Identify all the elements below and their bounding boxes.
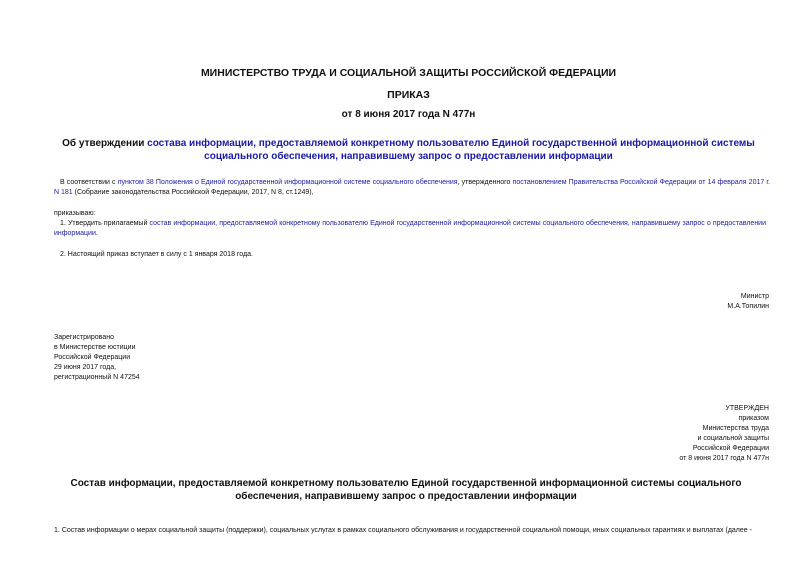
signature-block <box>727 292 769 312</box>
signature-name: М.А.Топилин <box>727 303 769 310</box>
item-1-end: . <box>95 230 98 237</box>
approval-line-3: Министерства труда <box>702 425 769 432</box>
order-word: приказываю: <box>54 210 96 217</box>
order-title-prefix: Об утверждении <box>62 138 148 149</box>
registration-line-2: в Министерстве юстиции <box>54 344 136 351</box>
preamble-text-2: , утвержденного <box>457 179 513 186</box>
registration-line-4: 29 июня 2017 года, <box>54 364 117 371</box>
approval-line-5: Российской Федерации <box>692 445 769 452</box>
registration-line-1: Зарегистрировано <box>54 334 114 341</box>
registration-line-3: Российской Федерации <box>54 354 131 361</box>
approval-line-2: приказом <box>738 415 769 422</box>
item-2-text: 2. Настоящий приказ вступает в силу с 1 января 2018 года. <box>60 251 253 258</box>
item-2-paragraph <box>54 250 253 260</box>
approval-line-4: и социальной защиты <box>697 435 769 442</box>
doc-date-number: от 8 июня 2017 года N 477н <box>341 109 476 120</box>
item-1-paragraph <box>54 219 766 239</box>
composition-item-1: 1. Состав информации о мерах социальной защиты (поддержки), социальных услугах в рамках социального обслуживания и государственной социальной помощи, иных социальных гарантиях и выплатах (далее - <box>54 527 752 534</box>
preamble-paragraph <box>54 178 770 198</box>
order-title-link[interactable]: состава информации, предоставляемой конкретному пользователю Единой государственной информационной системы социального обеспечения, направившему запрос о предоставлении информации <box>147 138 755 162</box>
preamble-text-3: (Собрание законодательства Российской Федерации, 2017, N 8, ст.1249), <box>72 189 314 196</box>
signature-position: Министр <box>740 293 769 300</box>
approval-block <box>679 404 769 464</box>
order-title <box>40 137 777 163</box>
preamble-text-1: В соответствии с <box>60 179 118 186</box>
preamble-link-clause38[interactable]: пунктом 38 Положения о Единой государственной информационной системе социального обеспечения <box>117 179 458 186</box>
registration-line-5: регистрационный N 47254 <box>54 374 140 381</box>
preamble-link-resolution[interactable]: постановлением Правительства Российской Федерации от 14 февраля 2017 г. N 181 <box>54 179 771 196</box>
approval-line-6: от 8 июня 2017 года N 477н <box>679 455 769 462</box>
registration-block <box>54 333 140 383</box>
item-1-text: 1. Утвердить прилагаемый <box>60 220 150 227</box>
composition-title: Состав информации, предоставляемой конкретному пользователю Единой государственной информационной системы социального обеспечения, направившему запрос о предоставлении информации <box>70 478 742 502</box>
ministry-heading: МИНИСТЕРСТВО ТРУДА И СОЦИАЛЬНОЙ ЗАЩИТЫ РОССИЙСКОЙ ФЕДЕРАЦИИ <box>200 67 617 79</box>
doc-type-heading: ПРИКАЗ <box>387 89 430 101</box>
item-1-link[interactable]: состав информации, предоставляемой конкретному пользователю Единой государственной информационной системы социального обеспечения, направившему запрос о предоставлении информации <box>54 220 766 237</box>
approval-line-1: УТВЕРЖДЕН <box>725 405 769 412</box>
